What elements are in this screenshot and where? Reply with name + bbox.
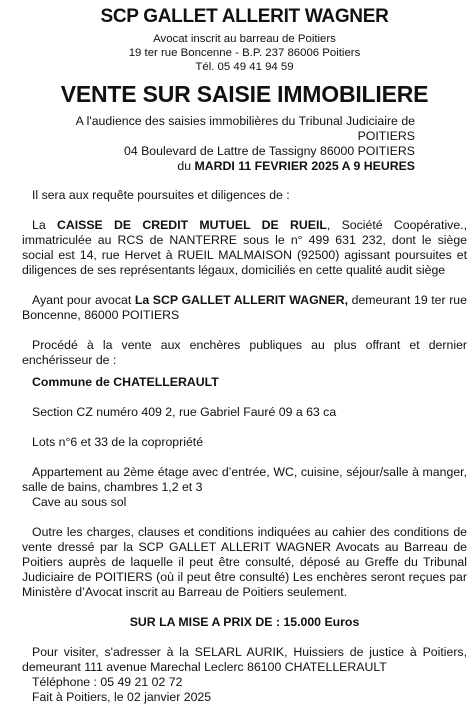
lawyer-prefix: Ayant pour avocat [32, 293, 135, 307]
cave-text: Cave au sous sol [32, 495, 127, 509]
hearing-line-1: A l'audience des saisies immobilières du Tribunal Judiciaire de POITIERS [75, 114, 415, 143]
creditor-paragraph [22, 218, 467, 278]
apartment-description: Appartement au 2ème étage avec d’entrée, WC, cuisine, séjour/salle à manger, salle de bains, chambres 1,2 et 3 [22, 465, 467, 494]
starting-price: SUR LA MISE A PRIX DE : 15.000 Euros [129, 615, 360, 629]
creditor-name: CAISSE DE CREDIT MUTUEL DE RUEIL [56, 218, 327, 232]
lots-text: Lots n°6 et 33 de la copropriété [32, 435, 204, 449]
visit-paragraph: Pour visiter, s'adresser à la SELARL AURIK, Huissiers de justice à Poitiers, demeurant 111 avenue Marechal Leclerc 86100 CHATELLERAULT [22, 645, 467, 674]
hearing-date: MARDI 11 FEVRIER 2025 A 9 HEURES [194, 159, 415, 173]
lawyer-paragraph [22, 293, 467, 323]
firm-name: SCP GALLET ALLERIT WAGNER [100, 6, 389, 27]
commune-heading: Commune de CHATELLERAULT [32, 375, 219, 389]
hearing-date-prefix: du [177, 159, 195, 173]
notice-title: VENTE SUR SAISIE IMMOBILIERE [60, 81, 429, 107]
lawyer-name: La SCP GALLET ALLERIT WAGNER, [134, 293, 349, 307]
header-line-1: Avocat inscrit au barreau de Poitiers [153, 33, 336, 45]
creditor-details: , Société Coopérative., immatriculée au RCS de NANTERRE sous le n° 499 631 232, dont le siège social est 14, rue Hervet à RUEIL MALMAISON (92500) agissant poursuites et diligences de ses représentants légaux, domiciliés en cette qualité audit siège [22, 218, 467, 277]
procede-paragraph: Procédé à la vente aux enchères publiques au plus offrant et dernier enchérisseur de : [22, 338, 467, 367]
header [22, 6, 467, 74]
creditor-prefix: La [32, 218, 57, 232]
header-line-2: 19 ter rue Boncenne - B.P. 237 86006 Poitiers [128, 47, 361, 59]
conditions-paragraph: Outre les charges, clauses et conditions indiquées au cahier des conditions de vente dressé par la SCP GALLET ALLERIT WAGNER Avocats au Barreau de Poitiers auprès de laquelle il peut être consulté, déposé au Greffe du Tribunal Judiciaire de POITIERS (où il peut être consulté) Les enchères seront reçues par Ministère d’Avocat inscrit au Barreau de Poitiers seulement. [22, 525, 467, 599]
hearing-date-line [22, 159, 415, 174]
done-line: Fait à Poitiers, le 02 janvier 2025 [32, 690, 212, 704]
header-phone: Tél. 05 49 41 94 59 [195, 61, 294, 73]
intro-text: Il sera aux requête poursuites et diligences de : [32, 188, 290, 202]
lawyer-address: demeurant 19 ter rue Boncenne, 86000 POITIERS [22, 293, 467, 322]
phone-line: Téléphone : 05 49 21 02 72 [32, 675, 183, 689]
hearing-info [22, 114, 467, 174]
cadastral-section: Section CZ numéro 409 2, rue Gabriel Fauré 09 a 63 ca [32, 405, 337, 419]
hearing-line-2: 04 Boulevard de Lattre de Tassigny 86000 POITIERS [124, 144, 415, 158]
